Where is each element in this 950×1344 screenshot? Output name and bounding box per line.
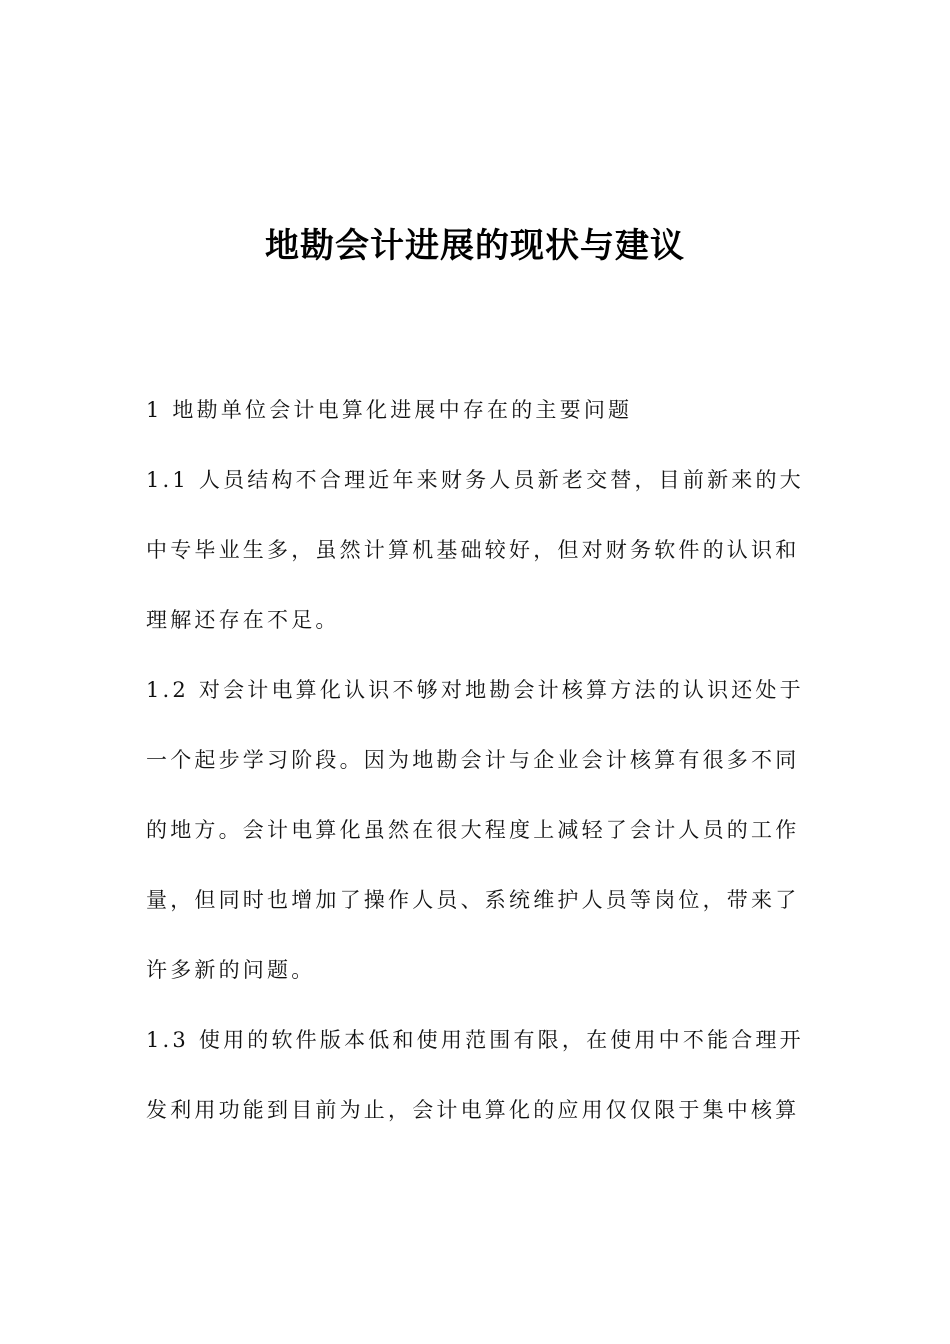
section-heading: 1 地勘单位会计电算化进展中存在的主要问题 [146, 398, 633, 422]
paragraph-1-1: 1.1 人员结构不合理近年来财务人员新老交替，目前新来的大中专毕业生多，虽然计算机基础较好，但对财务软件的认识和理解还存在不足。 [146, 468, 804, 632]
document-body [146, 375, 808, 1145]
paragraph-1-3: 1.3 使用的软件版本低和使用范围有限，在使用中不能合理开发利用功能到目前为止，会计电算化的应用仅仅限于集中核算 [146, 1028, 804, 1122]
document-title: 地勘会计进展的现状与建议 [265, 226, 685, 266]
paragraph-1-2: 1.2 对会计电算化认识不够对地勘会计核算方法的认识还处于一个起步学习阶段。因为地勘会计与企业会计核算有很多不同的地方。会计电算化虽然在很大程度上减轻了会计人员的工作量，但同时也增加了操作人员、系统维护人员等岗位，带来了许多新的问题。 [146, 678, 804, 982]
